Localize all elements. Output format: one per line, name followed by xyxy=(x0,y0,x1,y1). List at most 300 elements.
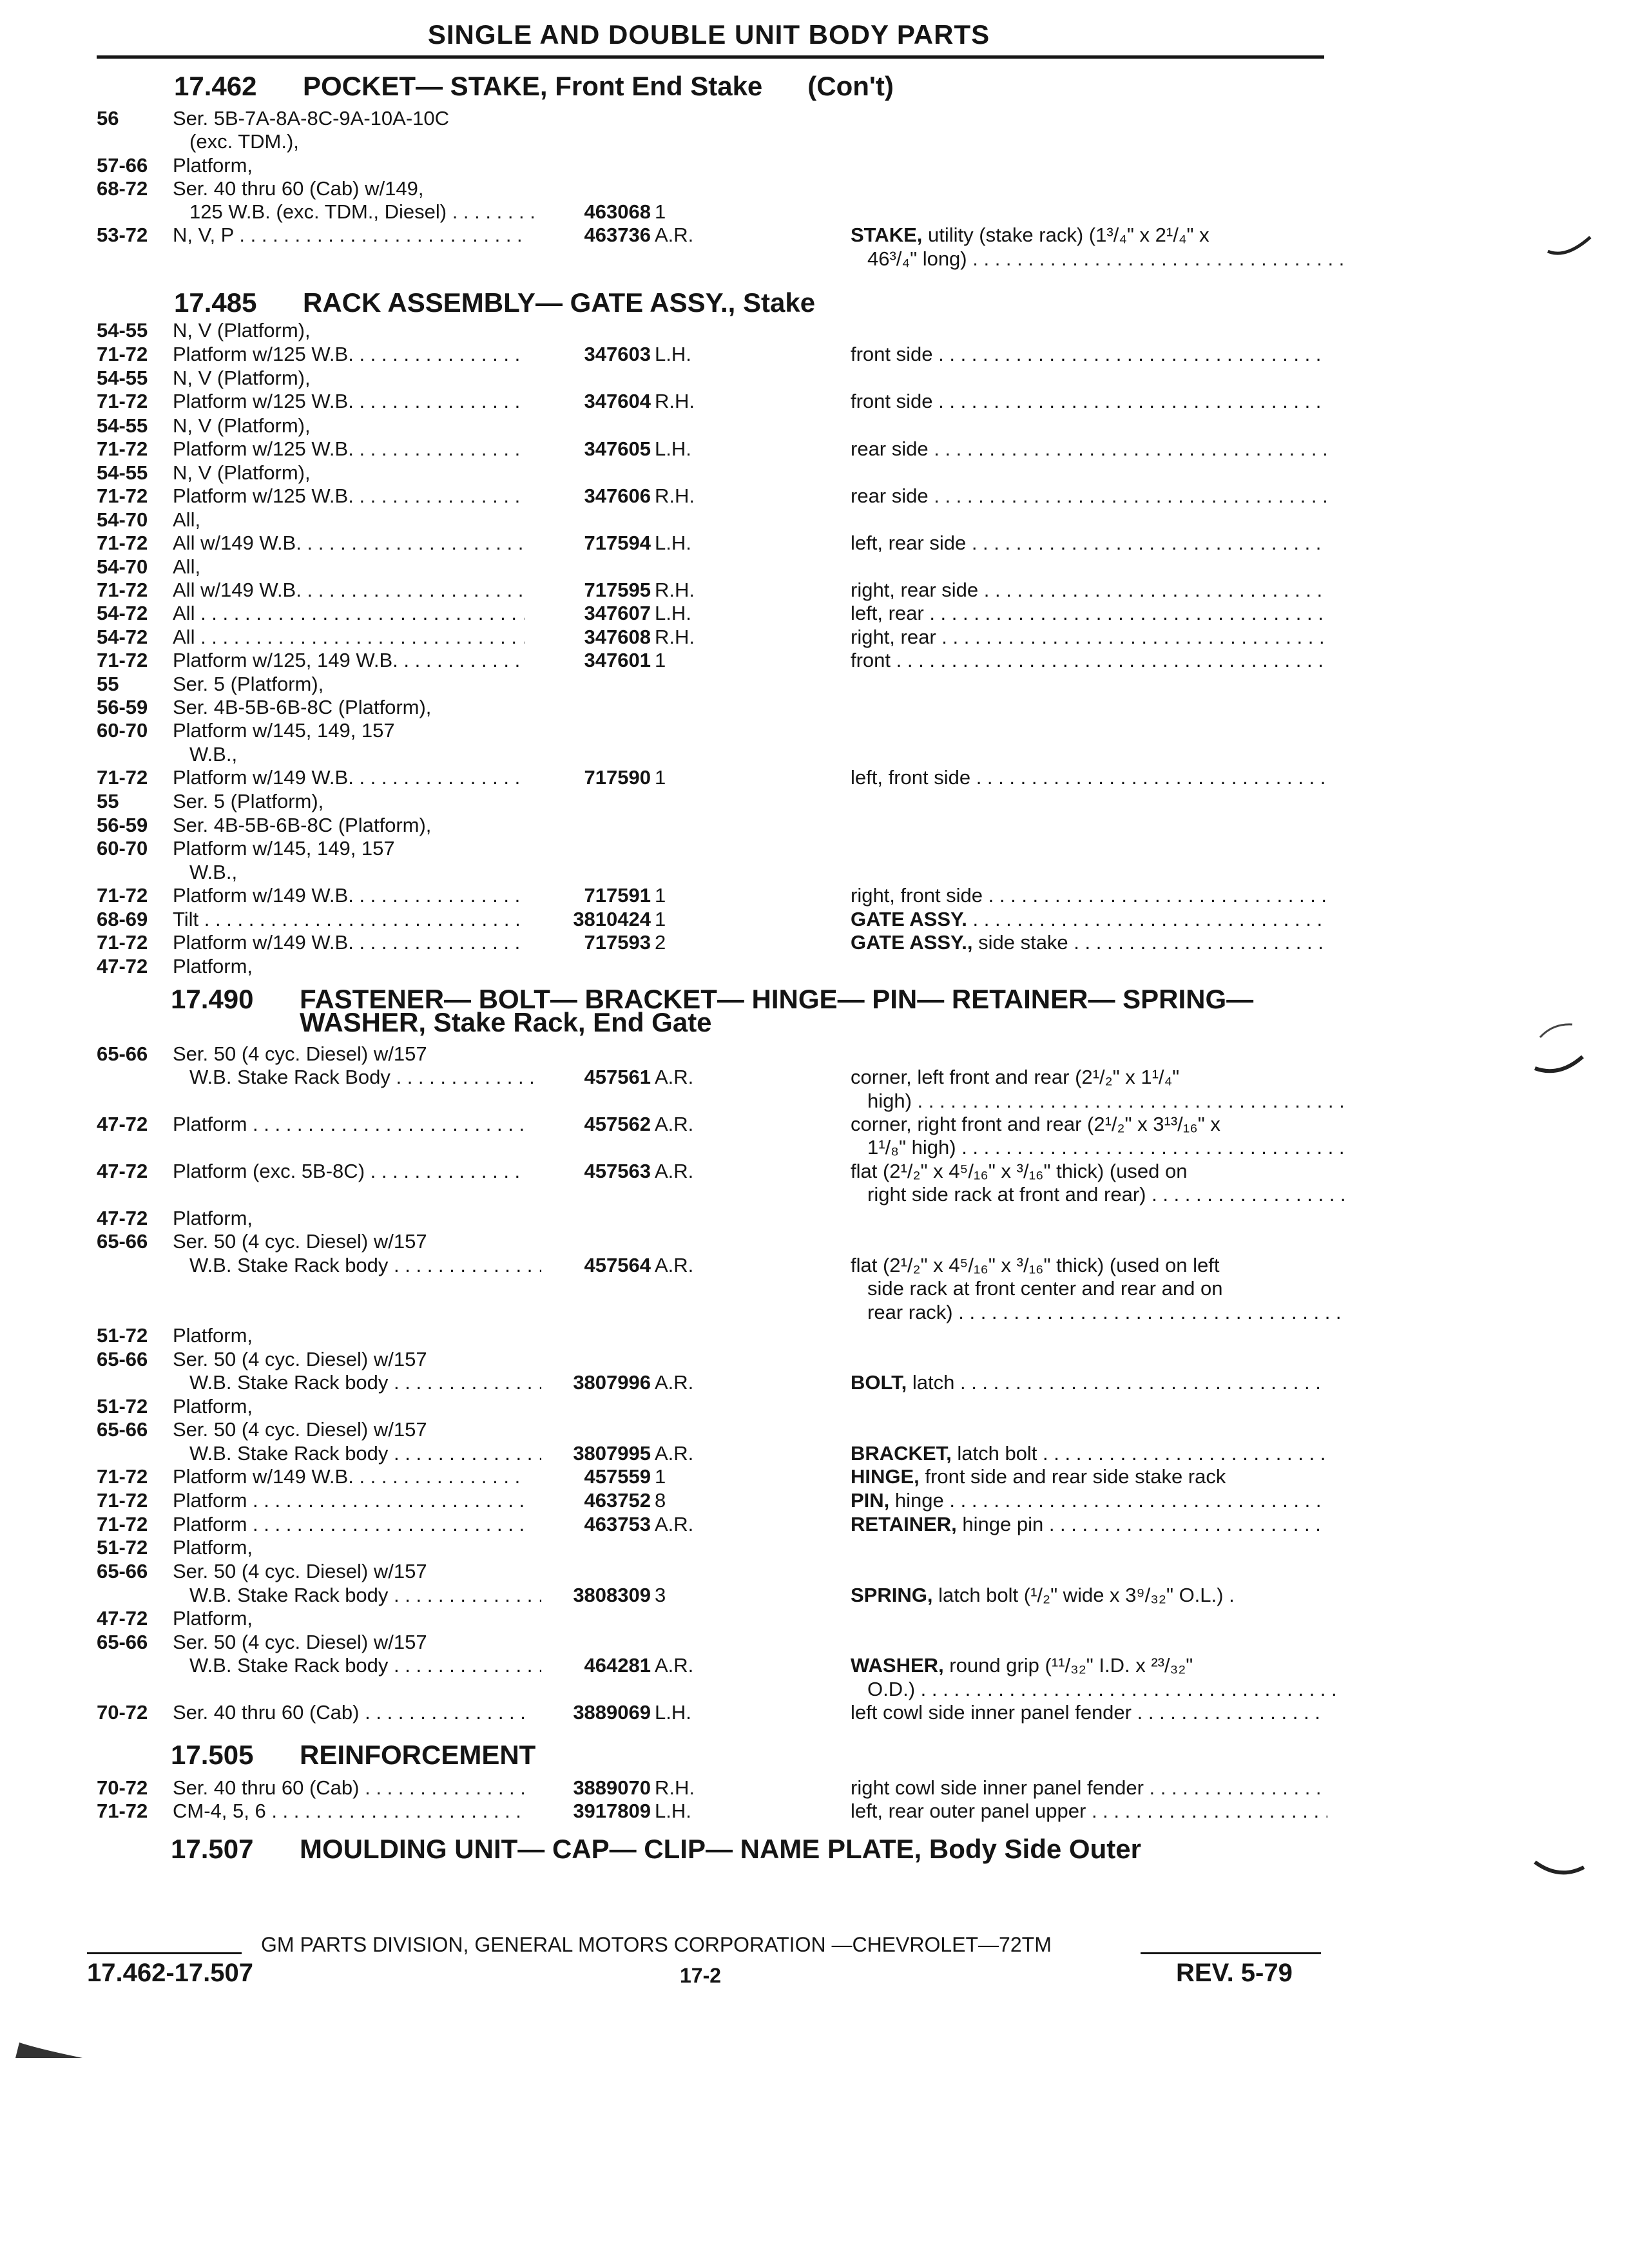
part-number: 457562 xyxy=(584,1113,651,1135)
application: CM-4, 5, 6 . . . xyxy=(173,1799,525,1823)
model-years: 47-72 xyxy=(97,955,148,977)
description-text: flat (2¹/₂" x 4⁵/₁₆" x ³/₁₆" thick) (used on xyxy=(851,1160,1188,1182)
scan-smudge xyxy=(13,2036,84,2062)
quantity: A.R. xyxy=(655,224,694,246)
part-number: 3807995 xyxy=(573,1442,651,1465)
description-text: left, front side xyxy=(851,766,971,789)
model-years: 70-72 xyxy=(97,1776,148,1799)
list-item xyxy=(0,318,1629,342)
part-number: 717595 xyxy=(584,579,651,601)
list-item xyxy=(0,555,1629,579)
part-number: 463736 xyxy=(584,224,651,246)
section-number: 17.507 xyxy=(171,1834,254,1864)
part-number: 463752 xyxy=(584,1489,651,1512)
description-text: right, front side xyxy=(851,884,983,907)
description-text: round grip (¹¹/₃₂" I.D. x ²³/₃₂" xyxy=(943,1654,1193,1677)
list-item xyxy=(0,1347,1629,1371)
application: Platform, xyxy=(173,1207,253,1229)
description-text: left, rear outer panel upper xyxy=(851,1800,1086,1822)
part-number: 464281 xyxy=(584,1654,651,1677)
application: W.B., xyxy=(189,861,238,883)
application: Platform w/149 W.B. . . . xyxy=(173,883,525,907)
model-years: 71-72 xyxy=(97,532,148,554)
part-number: 457563 xyxy=(584,1160,651,1182)
model-years: 65-66 xyxy=(97,1631,148,1653)
application: Ser. 4B-5B-6B-8C (Platform), xyxy=(173,696,432,718)
application: Platform, xyxy=(173,955,253,977)
list-item xyxy=(0,437,1629,461)
model-years: 60-70 xyxy=(97,837,148,860)
part-description xyxy=(851,625,1327,649)
footer-page-number: 17-2 xyxy=(680,1964,722,1987)
part-description xyxy=(851,883,1327,907)
part-description xyxy=(851,1776,1327,1800)
section-number: 17.490 xyxy=(171,984,254,1014)
part-number: 463068 xyxy=(584,200,651,223)
application: W.B. Stake Rack body . . . xyxy=(173,1653,541,1677)
description-text: left, rear side xyxy=(851,532,967,554)
application: Ser. 5 (Platform), xyxy=(173,790,324,812)
application: Platform, xyxy=(173,1607,253,1629)
description-text: latch bolt (¹/₂" wide x 3⁹/₃₂" O.L.) . xyxy=(932,1584,1235,1606)
list-item xyxy=(0,1677,1629,1701)
list-item xyxy=(0,789,1629,813)
margin-tick-mark xyxy=(1534,1018,1585,1082)
description-text: flat (2¹/₂" x 4⁵/₁₆" x ³/₁₆" thick) (used on left xyxy=(851,1254,1220,1276)
list-item xyxy=(0,742,1629,766)
model-years: 57-66 xyxy=(97,154,148,177)
part-number: 717594 xyxy=(584,532,651,554)
list-item xyxy=(0,1276,1629,1300)
list-item xyxy=(0,1394,1629,1418)
model-years: 68-72 xyxy=(97,177,148,200)
quantity: 1 xyxy=(655,908,666,930)
model-years: 54-55 xyxy=(97,367,148,389)
application: All, xyxy=(173,555,201,578)
model-years: 51-72 xyxy=(97,1395,148,1418)
part-number: 3807996 xyxy=(573,1371,651,1394)
model-years: 54-72 xyxy=(97,626,148,648)
description-text: right, rear side xyxy=(851,579,979,601)
model-years: 54-70 xyxy=(97,555,148,578)
part-number: 347605 xyxy=(584,437,651,460)
application: Platform . . . xyxy=(173,1512,525,1536)
margin-tick-mark xyxy=(1534,1849,1585,1888)
list-item xyxy=(0,1441,1629,1465)
list-item xyxy=(0,1488,1629,1512)
description-text: latch xyxy=(907,1371,955,1394)
description-text: 46³/₄" long) xyxy=(867,247,967,270)
part-number: 347608 xyxy=(584,626,651,648)
quantity: R.H. xyxy=(655,1776,695,1799)
list-item xyxy=(0,484,1629,508)
quantity: R.H. xyxy=(655,579,695,601)
quantity: R.H. xyxy=(655,390,695,412)
description-text: left cowl side inner panel fender xyxy=(851,1701,1132,1724)
model-years: 71-72 xyxy=(97,1465,148,1488)
part-name: BRACKET, xyxy=(851,1442,952,1465)
description-text: left, rear xyxy=(851,602,924,624)
model-years: 65-66 xyxy=(97,1043,148,1065)
part-name: HINGE, xyxy=(851,1465,920,1488)
section-title: FASTENER— BOLT— BRACKET— HINGE— PIN— RETAINER— SPRING— xyxy=(300,984,1254,1014)
list-item xyxy=(0,672,1629,696)
application: (exc. TDM.), xyxy=(189,130,299,153)
model-years: 54-72 xyxy=(97,602,148,624)
list-item xyxy=(0,860,1629,884)
list-item xyxy=(0,930,1629,954)
list-item xyxy=(0,1559,1629,1583)
list-item xyxy=(0,1159,1629,1183)
part-name: SPRING, xyxy=(851,1584,933,1606)
model-years: 56-59 xyxy=(97,696,148,718)
list-item xyxy=(0,247,1629,271)
quantity: L.H. xyxy=(655,532,691,554)
section-continued: (Con't) xyxy=(807,71,894,101)
application: Ser. 50 (4 cyc. Diesel) w/157 xyxy=(173,1348,427,1370)
footer-revision: REV. 5-79 xyxy=(1176,1959,1293,1987)
part-description xyxy=(851,1653,1327,1677)
application: W.B., xyxy=(189,743,238,765)
list-item xyxy=(0,508,1629,532)
quantity: 1 xyxy=(655,766,666,789)
list-item xyxy=(0,414,1629,437)
application: Ser. 5 (Platform), xyxy=(173,673,324,695)
footer-section-range: 17.462-17.507 xyxy=(87,1959,254,1987)
model-years: 51-72 xyxy=(97,1536,148,1559)
part-name: GATE ASSY. xyxy=(851,908,967,930)
part-description xyxy=(851,1512,1327,1536)
model-years: 53-72 xyxy=(97,224,148,246)
quantity: A.R. xyxy=(655,1113,694,1135)
quantity: R.H. xyxy=(655,485,695,507)
list-item xyxy=(0,1182,1629,1206)
section-heading xyxy=(171,1740,535,1771)
section-heading xyxy=(174,71,894,102)
description-text: right side rack at front and rear) xyxy=(867,1183,1146,1206)
application: Ser. 4B-5B-6B-8C (Platform), xyxy=(173,814,432,836)
application: Platform w/149 W.B. . . . xyxy=(173,930,525,954)
part-number: 347607 xyxy=(584,602,651,624)
part-description xyxy=(851,601,1327,625)
application: Ser. 50 (4 cyc. Diesel) w/157 xyxy=(173,1560,427,1582)
application: Platform w/145, 149, 157 xyxy=(173,719,395,742)
part-number: 463753 xyxy=(584,1513,651,1535)
quantity: A.R. xyxy=(655,1442,694,1465)
model-years: 54-55 xyxy=(97,319,148,341)
list-item xyxy=(0,366,1629,390)
list-item xyxy=(0,531,1629,555)
part-description xyxy=(851,484,1327,508)
application: All w/149 W.B. . . . xyxy=(173,531,525,555)
part-number: 347603 xyxy=(584,343,651,365)
model-years: 54-55 xyxy=(97,414,148,437)
part-number: 347606 xyxy=(584,485,651,507)
list-item xyxy=(0,1065,1629,1089)
list-item xyxy=(0,1112,1629,1136)
application: Ser. 50 (4 cyc. Diesel) w/157 xyxy=(173,1043,427,1065)
application: Ser. 50 (4 cyc. Diesel) w/157 xyxy=(173,1418,427,1441)
quantity: 1 xyxy=(655,200,666,223)
list-item xyxy=(0,1370,1629,1394)
application: Platform, xyxy=(173,1395,253,1418)
application: Platform . . . xyxy=(173,1488,525,1512)
list-item xyxy=(0,1465,1629,1488)
application: Platform . . . xyxy=(173,1112,525,1136)
part-description xyxy=(851,1182,1344,1206)
application: W.B. Stake Rack Body . . . xyxy=(173,1065,541,1089)
description-text: front xyxy=(851,649,891,671)
part-number: 457564 xyxy=(584,1254,651,1276)
list-item xyxy=(0,1229,1629,1253)
application: Platform w/125 W.B. . . . xyxy=(173,389,525,413)
description-text: side stake xyxy=(972,931,1068,954)
list-item xyxy=(0,389,1629,413)
part-number: 717590 xyxy=(584,766,651,789)
application: All w/149 W.B. . . . xyxy=(173,578,525,602)
application: N, V, P . . . xyxy=(173,223,525,247)
description-text: right cowl side inner panel fender xyxy=(851,1776,1144,1799)
list-item xyxy=(0,836,1629,860)
part-number: 3917809 xyxy=(573,1800,651,1822)
model-years: 47-72 xyxy=(97,1113,148,1135)
application: All . . . xyxy=(173,625,525,649)
application: Platform, xyxy=(173,1536,253,1559)
list-item xyxy=(0,1776,1629,1800)
model-years: 65-66 xyxy=(97,1230,148,1253)
model-years: 47-72 xyxy=(97,1607,148,1629)
quantity: A.R. xyxy=(655,1066,694,1088)
part-description xyxy=(851,1441,1327,1465)
footer-rule-right xyxy=(1141,1952,1321,1954)
part-description xyxy=(851,437,1327,461)
list-item xyxy=(0,695,1629,719)
application: Platform w/125 W.B. . . . xyxy=(173,484,525,508)
part-description xyxy=(851,1488,1327,1512)
list-item xyxy=(0,1089,1629,1113)
part-description xyxy=(851,1700,1327,1724)
application: 125 W.B. (exc. TDM., Diesel) . . . xyxy=(173,200,541,224)
quantity: A.R. xyxy=(655,1254,694,1276)
description-text: high) xyxy=(867,1090,912,1112)
model-years: 47-72 xyxy=(97,1207,148,1229)
part-description xyxy=(851,1159,1327,1183)
section-title: MOULDING UNIT— CAP— CLIP— NAME PLATE, Body Side Outer xyxy=(300,1834,1141,1864)
description-text: corner, right front and rear (2¹/₂" x 3¹³/₁₆" x xyxy=(851,1113,1220,1135)
model-years: 71-72 xyxy=(97,579,148,601)
model-years: 71-72 xyxy=(97,390,148,412)
part-description xyxy=(851,578,1327,602)
part-number: 347601 xyxy=(584,649,651,671)
application: Platform, xyxy=(173,154,253,177)
part-name: BOLT, xyxy=(851,1371,907,1394)
description-text: side rack at front center and rear and on xyxy=(867,1277,1223,1300)
application: N, V (Platform), xyxy=(173,319,311,341)
list-item xyxy=(0,907,1629,931)
description-text: utility (stake rack) (1³/₄" x 2¹/₄" x xyxy=(922,224,1210,246)
model-years: 54-70 xyxy=(97,508,148,531)
part-description xyxy=(851,907,1327,931)
part-name: WASHER, xyxy=(851,1654,944,1677)
application: Platform w/125 W.B. . . . xyxy=(173,342,525,366)
model-years: 55 xyxy=(97,790,119,812)
model-years: 60-70 xyxy=(97,719,148,742)
quantity: A.R. xyxy=(655,1654,694,1677)
application: Ser. 5B-7A-8A-8C-9A-10A-10C xyxy=(173,107,450,130)
part-number: 457561 xyxy=(584,1066,651,1088)
model-years: 71-72 xyxy=(97,1800,148,1822)
application: N, V (Platform), xyxy=(173,414,311,437)
quantity: L.H. xyxy=(655,1800,691,1822)
list-item xyxy=(0,1418,1629,1441)
part-description xyxy=(851,1112,1327,1136)
list-item xyxy=(0,1323,1629,1347)
quantity: A.R. xyxy=(655,1371,694,1394)
list-item xyxy=(0,342,1629,366)
part-number: 717591 xyxy=(584,884,651,907)
quantity: 1 xyxy=(655,649,666,671)
part-name: RETAINER, xyxy=(851,1513,957,1535)
application: W.B. Stake Rack body . . . xyxy=(173,1370,541,1394)
footer-corporation: GM PARTS DIVISION, GENERAL MOTORS CORPORATION —CHEVROLET—72TM xyxy=(261,1933,1052,1956)
model-years: 56-59 xyxy=(97,814,148,836)
application: N, V (Platform), xyxy=(173,461,311,484)
description-text: hinge xyxy=(889,1489,944,1512)
application: Ser. 50 (4 cyc. Diesel) w/157 xyxy=(173,1230,427,1253)
model-years: 70-72 xyxy=(97,1701,148,1724)
application: Platform, xyxy=(173,1324,253,1347)
part-description xyxy=(851,1677,1344,1701)
list-item xyxy=(0,625,1629,649)
application: N, V (Platform), xyxy=(173,367,311,389)
part-description xyxy=(851,1065,1327,1089)
model-years: 71-72 xyxy=(97,343,148,365)
part-number: 3889069 xyxy=(573,1701,651,1724)
part-description xyxy=(851,389,1327,413)
section-title: RACK ASSEMBLY— GATE ASSY., Stake xyxy=(303,287,816,318)
part-name: GATE ASSY., xyxy=(851,931,973,954)
part-description xyxy=(851,1089,1344,1113)
part-description xyxy=(851,1583,1327,1607)
model-years: 51-72 xyxy=(97,1324,148,1347)
quantity: 8 xyxy=(655,1489,666,1512)
description-text: right, rear xyxy=(851,626,936,648)
quantity: 1 xyxy=(655,1465,666,1488)
application: Ser. 50 (4 cyc. Diesel) w/157 xyxy=(173,1631,427,1653)
list-item xyxy=(0,1799,1629,1823)
section-number: 17.462 xyxy=(174,71,257,101)
list-item xyxy=(0,153,1629,177)
list-item xyxy=(0,813,1629,837)
part-description xyxy=(851,930,1327,954)
section-heading xyxy=(174,287,815,318)
description-text: O.D.) xyxy=(867,1678,916,1700)
description-text: corner, left front and rear (2¹/₂" x 1¹/₄" xyxy=(851,1066,1180,1088)
application: Ser. 40 thru 60 (Cab) w/149, xyxy=(173,177,424,200)
description-text: front side and rear side stake rack xyxy=(919,1465,1226,1488)
application: W.B. Stake Rack body . . . xyxy=(173,1441,541,1465)
section-title: POCKET— STAKE, Front End Stake xyxy=(303,71,763,101)
part-description xyxy=(851,1276,1344,1300)
part-description xyxy=(851,247,1344,271)
part-description xyxy=(851,223,1327,247)
application: All, xyxy=(173,508,201,531)
part-description xyxy=(851,765,1327,789)
list-item xyxy=(0,1135,1629,1159)
application: Platform w/125 W.B. . . . xyxy=(173,437,525,461)
application: All . . . xyxy=(173,601,525,625)
model-years: 71-72 xyxy=(97,766,148,789)
list-item xyxy=(0,1630,1629,1654)
model-years: 71-72 xyxy=(97,931,148,954)
model-years: 71-72 xyxy=(97,1513,148,1535)
list-item xyxy=(0,130,1629,153)
description-text: rear side xyxy=(851,485,929,507)
list-item xyxy=(0,1606,1629,1630)
description-text: latch bolt xyxy=(951,1442,1037,1465)
part-description xyxy=(851,342,1327,366)
description-text: rear rack) xyxy=(867,1301,953,1323)
list-item xyxy=(0,461,1629,485)
description-text: front side xyxy=(851,390,933,412)
quantity: A.R. xyxy=(655,1513,694,1535)
list-item xyxy=(0,954,1629,978)
footer-rule-left xyxy=(87,1952,242,1954)
model-years: 54-55 xyxy=(97,461,148,484)
model-years: 55 xyxy=(97,673,119,695)
model-years: 71-72 xyxy=(97,1489,148,1512)
part-description xyxy=(851,1300,1344,1324)
model-years: 68-69 xyxy=(97,908,148,930)
list-item xyxy=(0,718,1629,742)
list-item xyxy=(0,1206,1629,1230)
section-number: 17.485 xyxy=(174,287,257,318)
list-item xyxy=(0,177,1629,200)
page-title: SINGLE AND DOUBLE UNIT BODY PARTS xyxy=(427,19,990,50)
section-number: 17.505 xyxy=(171,1740,254,1770)
margin-tick-mark xyxy=(1547,226,1592,264)
part-description xyxy=(851,1135,1344,1159)
model-years: 56 xyxy=(97,107,119,130)
description-text: hinge pin xyxy=(956,1513,1044,1535)
list-item xyxy=(0,223,1629,247)
application: Ser. 40 thru 60 (Cab) . . . xyxy=(173,1776,525,1800)
list-item xyxy=(0,1042,1629,1066)
part-description xyxy=(851,648,1327,672)
section-title-continued: WASHER, Stake Rack, End Gate xyxy=(300,1007,712,1037)
section-heading xyxy=(171,1834,1141,1865)
model-years: 71-72 xyxy=(97,649,148,671)
list-item xyxy=(0,601,1629,625)
part-description xyxy=(851,1465,1327,1488)
application: Platform w/145, 149, 157 xyxy=(173,837,395,860)
quantity: L.H. xyxy=(655,602,691,624)
part-description xyxy=(851,1253,1327,1277)
part-number: 3889070 xyxy=(573,1776,651,1799)
application: Platform w/149 W.B. . . . xyxy=(173,765,525,789)
description-text: rear side xyxy=(851,437,929,460)
header-rule xyxy=(97,55,1324,59)
application: Tilt . . . xyxy=(173,907,525,931)
list-item xyxy=(0,1253,1629,1277)
list-item xyxy=(0,1653,1629,1677)
part-description xyxy=(851,1799,1327,1823)
part-description xyxy=(851,1370,1327,1394)
list-item xyxy=(0,1583,1629,1607)
list-item xyxy=(0,578,1629,602)
quantity: L.H. xyxy=(655,343,691,365)
model-years: 65-66 xyxy=(97,1348,148,1370)
